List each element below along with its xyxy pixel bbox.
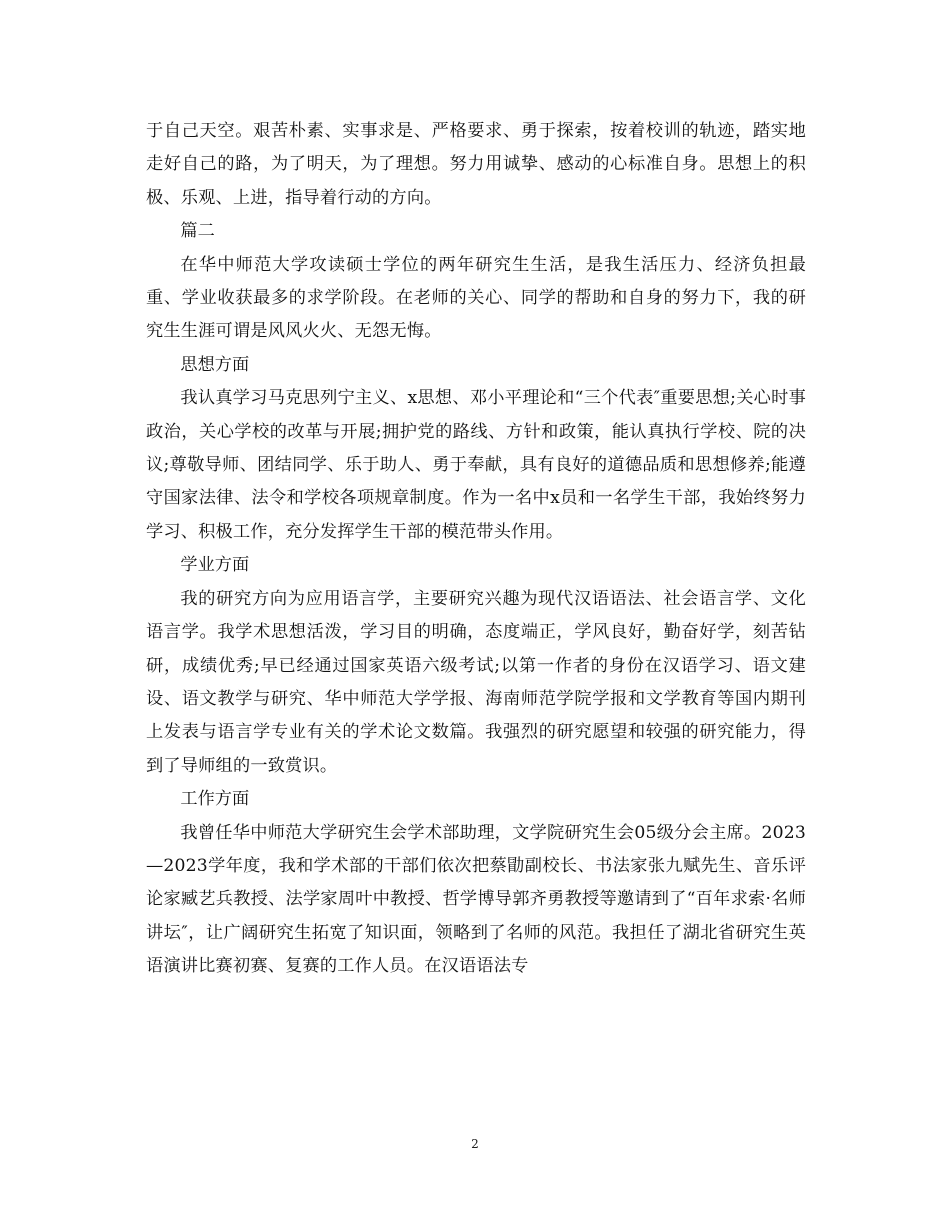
paragraph-intro: 在华中师范大学攻读硕士学位的两年研究生生活，是我生活压力、经济负担最重、学业收获最多的求学阶段。在老师的关心、同学的帮助和自身的努力下，我的研究生生涯可谓是风风火火、无怨无悔。	[146, 254, 806, 342]
paragraph-continuation: 于自己天空。艰苦朴素、实事求是、严格要求、勇于探索，按着校训的轨迹，踏实地走好自己的路，为了明天，为了理想。努力用诚挚、感动的心标准自身。思想上的积极、乐观、上进，指导着行动的方向。	[146, 121, 806, 208]
paragraph-work: 我曾任华中师范大学研究生会学术部助理，文学院研究生会05级分会主席。2023—2023学年度，我和学术部的干部们依次把蔡勖副校长、书法家张九赋先生、音乐评论家臧艺兵教授、法学家周叶中教授、哲学博导郭齐勇教授等邀请到了“百年求索·名师讲坛″，让广阔研究生拓宽了知识面，领略到了名师的风范。我担任了湖北省研究生英语演讲比赛初赛、复赛的工作人员。在汉语语法专	[146, 822, 806, 977]
section-heading-academics: 学业方面	[180, 555, 250, 576]
document-body	[146, 115, 806, 984]
paragraph-academics: 我的研究方向为应用语言学，主要研究兴趣为现代汉语语法、社会语言学、文化语言学。我学术思想活泼，学习目的明确，态度端正，学风良好，勤奋好学，刻苦钻研，成绩优秀;早已经通过国家英语六级考试;以第一作者的身份在汉语学习、语文建设、语文教学与研究、华中师范大学学报、海南师范学院学报和文学教育等国内期刊上发表与语言学专业有关的学术论文数篇。我强烈的研究愿望和较强的研究能力，得到了导师组的一致赏识。	[146, 588, 806, 776]
section-heading-work: 工作方面	[180, 789, 250, 810]
section-heading-part-two: 篇二	[180, 221, 215, 242]
paragraph-ideology: 我认真学习马克思列宁主义、x思想、邓小平理论和“三个代表″重要思想;关心时事政治，关心学校的改革与开展;拥护党的路线、方针和政策，能认真执行学校、院的决议;尊敬导师、团结同学、乐于助人、勇于奉献，具有良好的道德品质和思想修养;能遵守国家法律、法令和学校各项规章制度。作为一名中x员和一名学生干部，我始终努力学习、积极工作，充分发挥学生干部的模范带头作用。	[146, 388, 806, 542]
section-heading-ideology: 思想方面	[180, 354, 250, 375]
page-number: 2	[471, 1137, 479, 1151]
